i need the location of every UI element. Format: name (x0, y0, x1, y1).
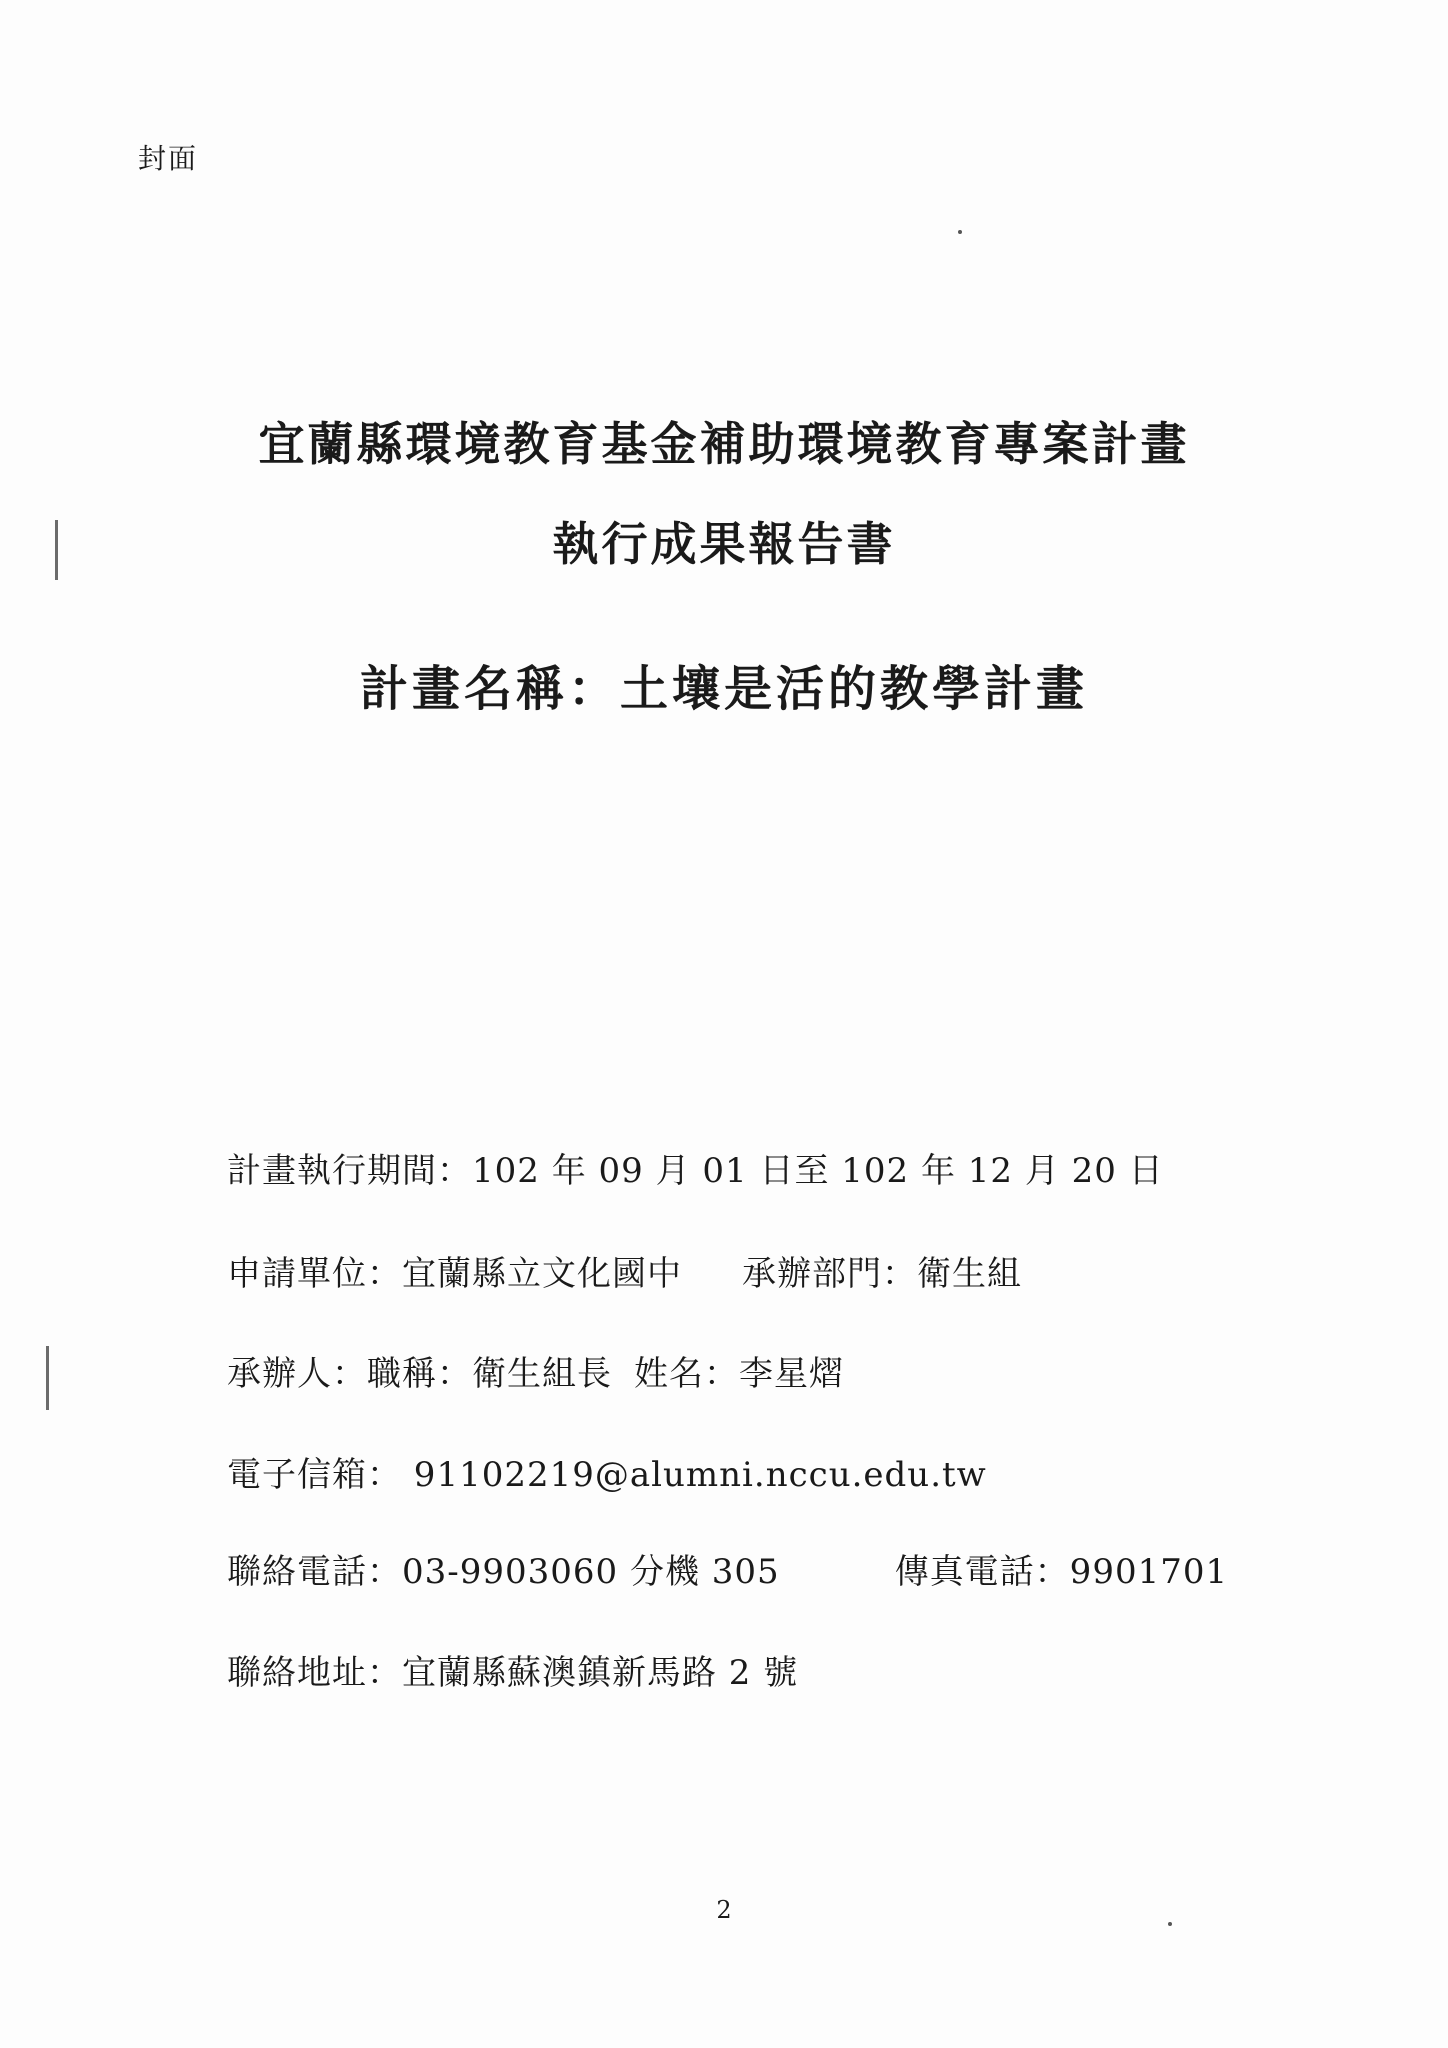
email: 電子信箱： 91102219@alumni.nccu.edu.tw (227, 1455, 987, 1495)
applicant-row (227, 1246, 1022, 1295)
applicant-unit: 申請單位：宜蘭縣立文化國中 (227, 1254, 682, 1294)
phone-row (227, 1544, 1228, 1593)
page-number: 2 (716, 1896, 732, 1924)
cover-label: 封面 (138, 142, 199, 175)
project-name: 計畫名稱：土壤是活的教學計畫 (359, 661, 1088, 717)
scan-speck (958, 230, 962, 234)
scan-speck (1168, 1922, 1172, 1926)
contact-name: 姓名：李星熠 (634, 1354, 844, 1394)
report-title-line-1: 宜蘭縣環境教育基金補助環境教育專案計畫 (258, 417, 1190, 471)
contact-person-row (227, 1346, 844, 1395)
binder-mark (55, 520, 58, 580)
binder-mark (46, 1346, 49, 1410)
contact-title: 承辦人：職稱：衛生組長 (227, 1354, 612, 1394)
department: 承辦部門：衛生組 (742, 1254, 1022, 1294)
address: 聯絡地址：宜蘭縣蘇澳鎮新馬路 2 號 (227, 1653, 799, 1693)
report-title-line-2: 執行成果報告書 (552, 517, 896, 571)
fax: 傳真電話：9901701 (894, 1552, 1229, 1592)
phone: 聯絡電話：03-9903060 分機 305 (227, 1552, 780, 1592)
execution-period: 計畫執行期間：102 年 09 月 01 日至 102 年 12 月 20 日 (227, 1151, 1164, 1191)
